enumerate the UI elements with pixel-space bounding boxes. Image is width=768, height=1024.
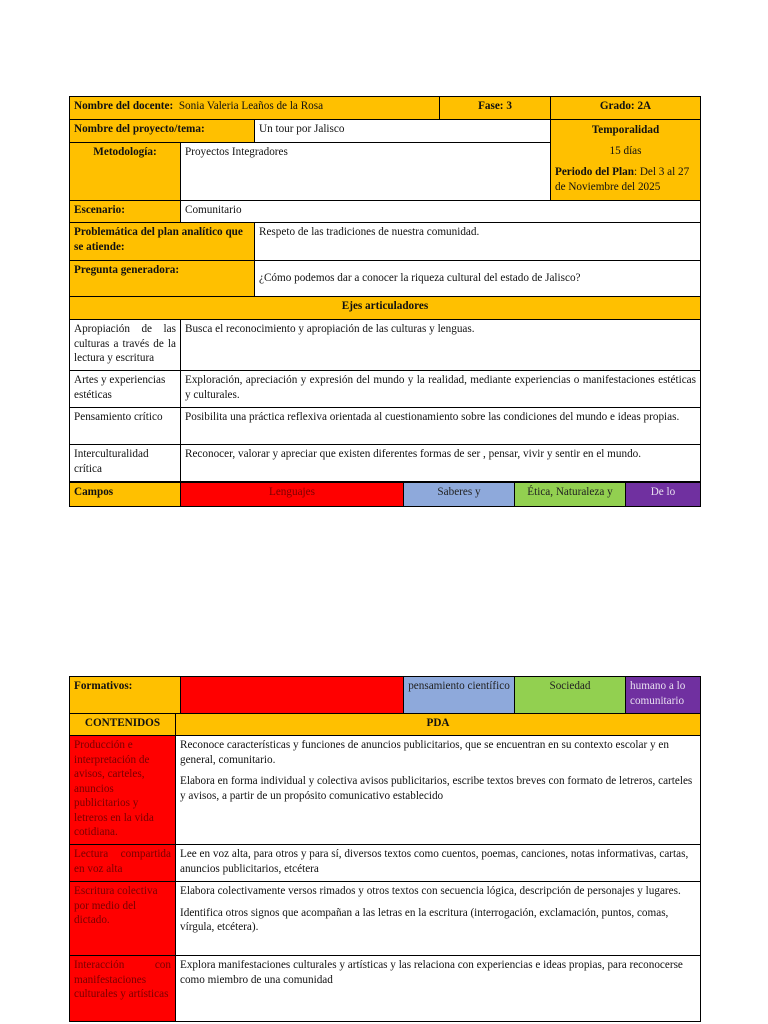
grado-cell-2 <box>551 97 701 120</box>
campo-etica <box>515 483 626 507</box>
plan-table <box>69 96 701 482</box>
eje-desc-text-2: Exploración, apreciación y expresión del mundo y la realidad, mediante experiencias o manifestaciones estéticas y culturales. <box>185 374 696 401</box>
contenidos-table <box>69 713 701 1022</box>
formativo-humano-text: humano a lo comunitario <box>630 680 686 707</box>
pda-text-3b: Identifica otros signos que acompañan a las letras en la escritura (interrogación, exclamación, puntos, comas, vírgula, etcétera). <box>180 906 669 933</box>
eje-desc-text-3: Posibilita una práctica reflexiva orientada al cuestionamiento sobre las condiciones del mundo e ideas propias. <box>185 411 680 423</box>
pda-header-cell <box>176 714 701 736</box>
grado-2: Grado: 2A <box>599 100 652 112</box>
eje-desc-1 <box>181 320 701 371</box>
problematica-label-cell <box>70 223 255 261</box>
campo-saberes <box>404 483 515 507</box>
temporalidad-label: Temporalidad <box>591 124 660 136</box>
campo-etica-text: Ética, Naturaleza y <box>527 486 613 498</box>
metodologia-value-cell <box>181 143 551 201</box>
campos-label-cell <box>70 483 181 507</box>
formativo-saberes <box>404 677 515 714</box>
proyecto-value-cell <box>255 120 551 143</box>
periodo <box>555 165 696 194</box>
problematica-label: Problemática del plan analítico que se atiende: <box>74 226 243 253</box>
contenido-1 <box>70 736 176 845</box>
contenido-text-4: Interacción con manifestaciones culturales y artísticas <box>74 959 171 1000</box>
pda-text-3a: Elabora colectivamente versos rimados y otros textos con secuencia lógica, descripción de personajes y lugares. <box>180 885 681 897</box>
escenario-value: Comunitario <box>185 204 242 216</box>
eje-name-text-4: Interculturalidad crítica <box>74 448 149 475</box>
formativo-lenguajes <box>181 677 404 714</box>
eje-name-2 <box>70 371 181 408</box>
temporalidad-cell <box>551 120 701 201</box>
pda-text-1b: Elabora en forma individual y colectiva avisos publicitarios, escribe textos breves con formato de letreros, carteles y avisos, a partir de un propósito comunicativo establecido <box>180 775 693 802</box>
contenidos-header-cell <box>70 714 176 736</box>
periodo-label: Periodo del Plan <box>555 166 634 178</box>
fase-cell-2 <box>440 97 551 120</box>
campo-humano-text: De lo <box>650 486 676 498</box>
campo-lenguajes <box>181 483 404 507</box>
metodologia-label-cell <box>70 143 181 201</box>
pregunta-label-cell <box>70 261 255 297</box>
formativos-label: Formativos: <box>74 680 133 692</box>
eje-desc-2 <box>181 371 701 408</box>
periodo-value: : Del 3 al 27 de Noviembre del 2025 <box>555 166 690 193</box>
ejes-title: Ejes articuladores <box>341 300 429 312</box>
eje-desc-text-4: Reconocer, valorar y apreciar que existen diferentes formas de ser , pensar, vivir y sentir en el mundo. <box>185 448 642 460</box>
docente-row <box>70 97 440 120</box>
formativos-label-cell <box>70 677 181 714</box>
formativo-etica <box>515 677 626 714</box>
eje-name-text-1: Apropiación de las culturas a través de la lectura y escritura <box>74 323 176 364</box>
temporalidad-value: 15 días <box>609 144 642 157</box>
proyecto-label-cell <box>70 120 255 143</box>
eje-name-3 <box>70 408 181 445</box>
eje-desc-3 <box>181 408 701 445</box>
escenario-label: Escenario: <box>74 204 125 216</box>
eje-name-text-3: Pensamiento crítico <box>74 411 163 423</box>
pregunta-value-cell <box>255 261 701 297</box>
formativos-table <box>69 676 701 714</box>
proyecto-label: Nombre del proyecto/tema: <box>74 123 205 135</box>
eje-desc-4 <box>181 445 701 482</box>
pda-2 <box>176 845 701 882</box>
campos-table <box>69 482 701 507</box>
campo-saberes-text: Saberes y <box>437 486 481 498</box>
escenario-label-cell <box>70 201 181 223</box>
campo-humano <box>626 483 701 507</box>
fase-2: Fase: 3 <box>478 100 512 112</box>
formativo-etica-text: Sociedad <box>549 680 591 692</box>
problematica-value-cell <box>255 223 701 261</box>
eje-name-text-2: Artes y experiencias estéticas <box>74 374 166 401</box>
metodologia-label: Metodología: <box>93 146 157 158</box>
formativo-humano <box>626 677 701 714</box>
pda-1 <box>176 736 701 845</box>
docente-label-2: Nombre del docente: <box>74 100 174 112</box>
pregunta-label: Pregunta generadora: <box>74 264 180 276</box>
pda-text-1a: Reconoce características y funciones de anuncios publicitarios, que se encuentran en su contexto escolar y en general, comunitario. <box>180 739 669 766</box>
metodologia-value: Proyectos Integradores <box>185 146 288 158</box>
pda-header: PDA <box>426 717 450 729</box>
ejes-title-cell <box>70 297 701 320</box>
pda-text-4a: Explora manifestaciones culturales y artísticas y las relaciona con experiencias e ideas propias, para reconocerse como miembro de una comunidad <box>180 959 683 986</box>
problematica-value: Respeto de las tradiciones de nuestra comunidad. <box>259 226 480 238</box>
pda-text-2a: Lee en voz alta, para otros y para sí, diversos textos como cuentos, poemas, canciones, notas informativas, cartas, anuncios publicitarios, etcétera <box>180 848 689 875</box>
contenido-3 <box>70 882 176 956</box>
pregunta-value: ¿Cómo podemos dar a conocer la riqueza cultural del estado de Jalisco? <box>259 272 581 285</box>
eje-desc-text-1: Busca el reconocimiento y apropiación de las culturas y lenguas. <box>185 323 475 335</box>
contenido-4 <box>70 956 176 1022</box>
contenidos-header: CONTENIDOS <box>84 717 161 729</box>
campo-lenguajes-text: Lenguajes <box>269 486 315 498</box>
eje-name-1 <box>70 320 181 371</box>
escenario-value-cell <box>181 201 701 223</box>
contenido-text-3: Escritura colectiva por medio del dictado. <box>74 885 158 926</box>
pda-3 <box>176 882 701 956</box>
eje-name-4 <box>70 445 181 482</box>
contenido-text-1: Producción e interpretación de avisos, carteles, anuncios publicitarios y letreros en la vida cotidiana. <box>74 739 154 838</box>
contenido-2 <box>70 845 176 882</box>
docente-value-2: Sonia Valeria Leaños de la Rosa <box>178 100 324 112</box>
campos-label: Campos <box>74 486 114 498</box>
contenido-text-2: Lectura compartida en voz alta <box>74 848 171 875</box>
formativo-saberes-text: pensamiento científico <box>408 680 510 692</box>
pda-4 <box>176 956 701 1022</box>
proyecto-value: Un tour por Jalisco <box>259 123 345 135</box>
